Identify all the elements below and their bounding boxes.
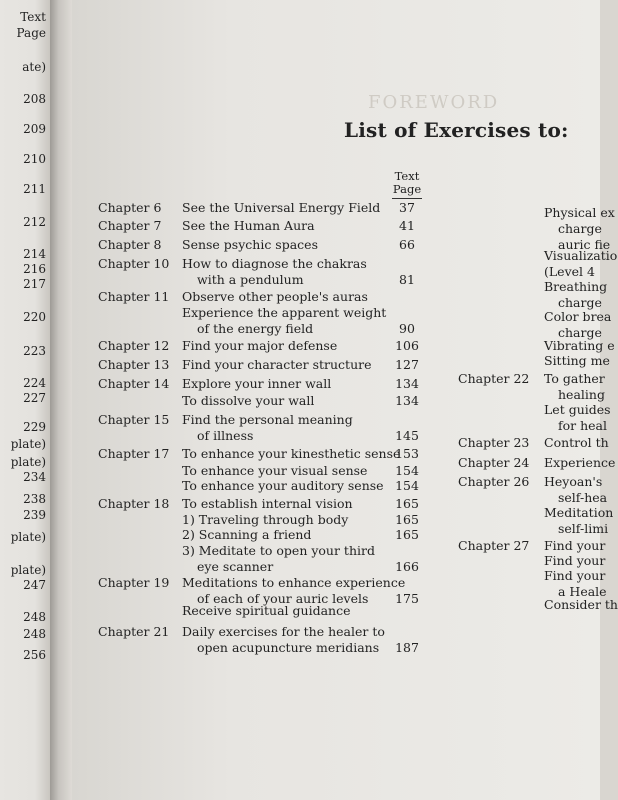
page-number: 165 [395,496,419,511]
right-exercise-line: Control th [544,435,609,450]
chapter-label: Chapter 15 [98,412,170,427]
right-exercise-line: charge [558,325,602,340]
exercise-description [182,478,384,494]
page-number: 175 [395,591,419,606]
exercise-line: of the energy field [197,321,314,336]
left-page-number: 227 [23,391,46,405]
right-exercise-line: Find your [544,553,606,568]
header-rule [392,198,422,199]
right-chapter-label: Chapter 23 [458,435,530,450]
left-page-number: plate) [10,455,46,469]
left-page-number: 256 [23,648,46,662]
exercise-description [182,218,315,234]
exercise-description [182,376,331,392]
exercise-description [182,527,311,543]
exercise-description [182,357,372,373]
exercise-line: Find your major defense [182,338,338,353]
left-page-number: 247 [23,578,46,592]
exercise-line: Daily exercises for the healer to [182,624,385,639]
exercise-line: To enhance your visual sense [182,463,368,478]
page-number: 145 [395,428,419,443]
right-exercise-line: Sitting me [544,353,610,368]
left-page-number: plate) [10,563,46,577]
exercise-description [182,393,314,409]
right-exercise-description [544,568,607,600]
left-page-number: plate) [10,530,46,544]
page-number: 187 [395,640,419,655]
left-page-edge [0,0,50,800]
right-exercise-description [544,371,605,403]
right-exercise-line: self-hea [558,490,608,505]
exercise-line: To enhance your auditory sense [182,478,384,493]
right-exercise-line: charge [558,221,602,236]
page-number: 90 [399,321,415,336]
exercise-description [182,603,350,619]
chapter-label: Chapter 7 [98,218,162,233]
right-exercise-line: Heyoan's [544,474,603,489]
right-exercise-line: Consider th [544,597,618,612]
right-exercise-description [544,248,617,280]
chapter-label: Chapter 19 [98,575,170,590]
right-chapter-label: Chapter 26 [458,474,530,489]
right-exercise-description [544,309,611,341]
left-page-number: 234 [23,470,46,484]
page-number: 37 [399,200,415,215]
exercise-line: 2) Scanning a friend [182,527,312,542]
page-number: 81 [399,272,415,287]
left-page-number: 217 [23,277,46,291]
right-exercise-line: for heal [558,418,607,433]
page-number: 127 [395,357,419,372]
right-exercise-line: a Heale [558,584,607,599]
left-page-number: 223 [23,344,46,358]
left-page-header: Page [16,26,46,40]
right-exercise-description [544,435,609,451]
right-exercise-line: charge [558,295,602,310]
show-through-heading: FOREWORD [368,92,500,113]
left-page-number: 208 [23,92,46,106]
exercise-line: To enhance your kinesthetic sense [182,446,401,461]
right-exercise-line: Vibrating e [544,338,615,353]
chapter-label: Chapter 12 [98,338,170,353]
left-page-number: 210 [23,152,46,166]
chapter-label: Chapter 18 [98,496,170,511]
chapter-label: Chapter 13 [98,357,170,372]
exercise-line: Find your character structure [182,357,372,372]
exercise-description [182,338,337,354]
exercise-line: See the Universal Energy Field [182,200,381,215]
right-exercise-line: healing [558,387,605,402]
right-exercise-line: Meditation [544,505,614,520]
right-exercise-description [544,538,605,554]
chapter-label: Chapter 17 [98,446,170,461]
exercise-line: with a pendulum [197,272,304,287]
right-exercise-line: Let guides [544,402,611,417]
right-exercise-line: Visualizatio [544,248,618,263]
right-exercise-line: Physical ex [544,205,615,220]
right-chapter-label: Chapter 24 [458,455,530,470]
exercise-line: of each of your auric levels [197,591,369,606]
exercise-line: Receive spiritual guidance [182,603,351,618]
exercise-description [182,512,348,528]
right-exercise-description [544,402,611,434]
right-exercise-description [544,455,615,471]
left-page-number: 216 [23,262,46,276]
right-exercise-line: Color brea [544,309,612,324]
page-number: 154 [395,478,419,493]
right-exercise-description [544,353,610,369]
exercise-line: 1) Traveling through body [182,512,349,527]
page-number: 165 [395,527,419,542]
chapter-label: Chapter 11 [98,289,170,304]
exercise-description [182,237,318,253]
right-exercise-description [544,553,605,569]
right-exercise-description [544,505,613,537]
exercise-line: of illness [197,428,254,443]
right-exercise-description [544,474,607,506]
exercise-line: Experience the apparent weight [182,305,387,320]
right-exercise-line: Find your [544,538,606,553]
chapter-label: Chapter 14 [98,376,170,391]
exercise-description [182,412,353,444]
right-exercise-line: auric fie [558,237,611,252]
chapter-label: Chapter 6 [98,200,162,215]
right-exercise-description [544,338,615,354]
left-page-number: 239 [23,508,46,522]
left-page-number: 214 [23,247,46,261]
page-number: 66 [399,237,415,252]
exercise-line: 3) Meditate to open your third [182,543,375,558]
text-page-header [392,170,422,196]
left-page-number: 238 [23,492,46,506]
right-chapter-label: Chapter 22 [458,371,530,386]
left-page-number: 248 [23,627,46,641]
left-page-number: plate) [10,437,46,451]
exercise-line: eye scanner [197,559,274,574]
left-page-number: 209 [23,122,46,136]
right-exercise-description [544,205,615,253]
page-number: 41 [399,218,415,233]
book-gutter [50,0,72,800]
exercise-description [182,543,375,575]
right-exercise-line: To gather [544,371,605,386]
exercise-description [182,463,367,479]
exercise-line: Explore your inner wall [182,376,332,391]
exercise-description [182,496,353,512]
left-page-number: 224 [23,376,46,390]
exercise-description [182,256,367,288]
page-number: 153 [395,446,419,461]
left-page-number: 212 [23,215,46,229]
exercise-line: How to diagnose the chakras [182,256,367,271]
left-page-number: 211 [23,182,46,196]
exercise-description [182,446,400,462]
left-page-number: 220 [23,310,46,324]
page-number: 134 [395,393,419,408]
page-title: List of Exercises to: [344,118,569,142]
left-page-number: ate) [22,60,46,74]
right-exercise-line: Experience [544,455,616,470]
page-number: 134 [395,376,419,391]
left-page-number: 229 [23,420,46,434]
page-number: 106 [395,338,419,353]
exercise-description [182,200,380,216]
exercise-line: To dissolve your wall [182,393,315,408]
right-exercise-line: Breathing [544,279,608,294]
page-number: 165 [395,512,419,527]
exercise-description [182,624,385,656]
exercise-line: Sense psychic spaces [182,237,318,252]
left-page-header: Text [20,10,46,24]
exercise-description [182,289,386,337]
chapter-label: Chapter 8 [98,237,162,252]
right-exercise-line: (Level 4 [544,264,595,279]
right-exercise-description [544,279,607,311]
right-page [72,0,618,800]
chapter-label: Chapter 21 [98,624,170,639]
chapter-label: Chapter 10 [98,256,170,271]
left-page-number: 248 [23,610,46,624]
right-exercise-line: self-limi [558,521,609,536]
right-chapter-label: Chapter 27 [458,538,530,553]
page-number: 154 [395,463,419,478]
exercise-line: Find the personal meaning [182,412,353,427]
right-exercise-description [544,597,618,613]
exercise-line: To establish internal vision [182,496,353,511]
exercise-line: See the Human Aura [182,218,315,233]
text-page-header-line2: Page [392,182,422,196]
right-exercise-line: Find your [544,568,606,583]
exercise-line: Meditations to enhance experience [182,575,406,590]
exercise-line: Observe other people's auras [182,289,368,304]
page-number: 166 [395,559,419,574]
text-page-header-line1: Text [394,169,420,183]
exercise-line: open acupuncture meridians [197,640,380,655]
